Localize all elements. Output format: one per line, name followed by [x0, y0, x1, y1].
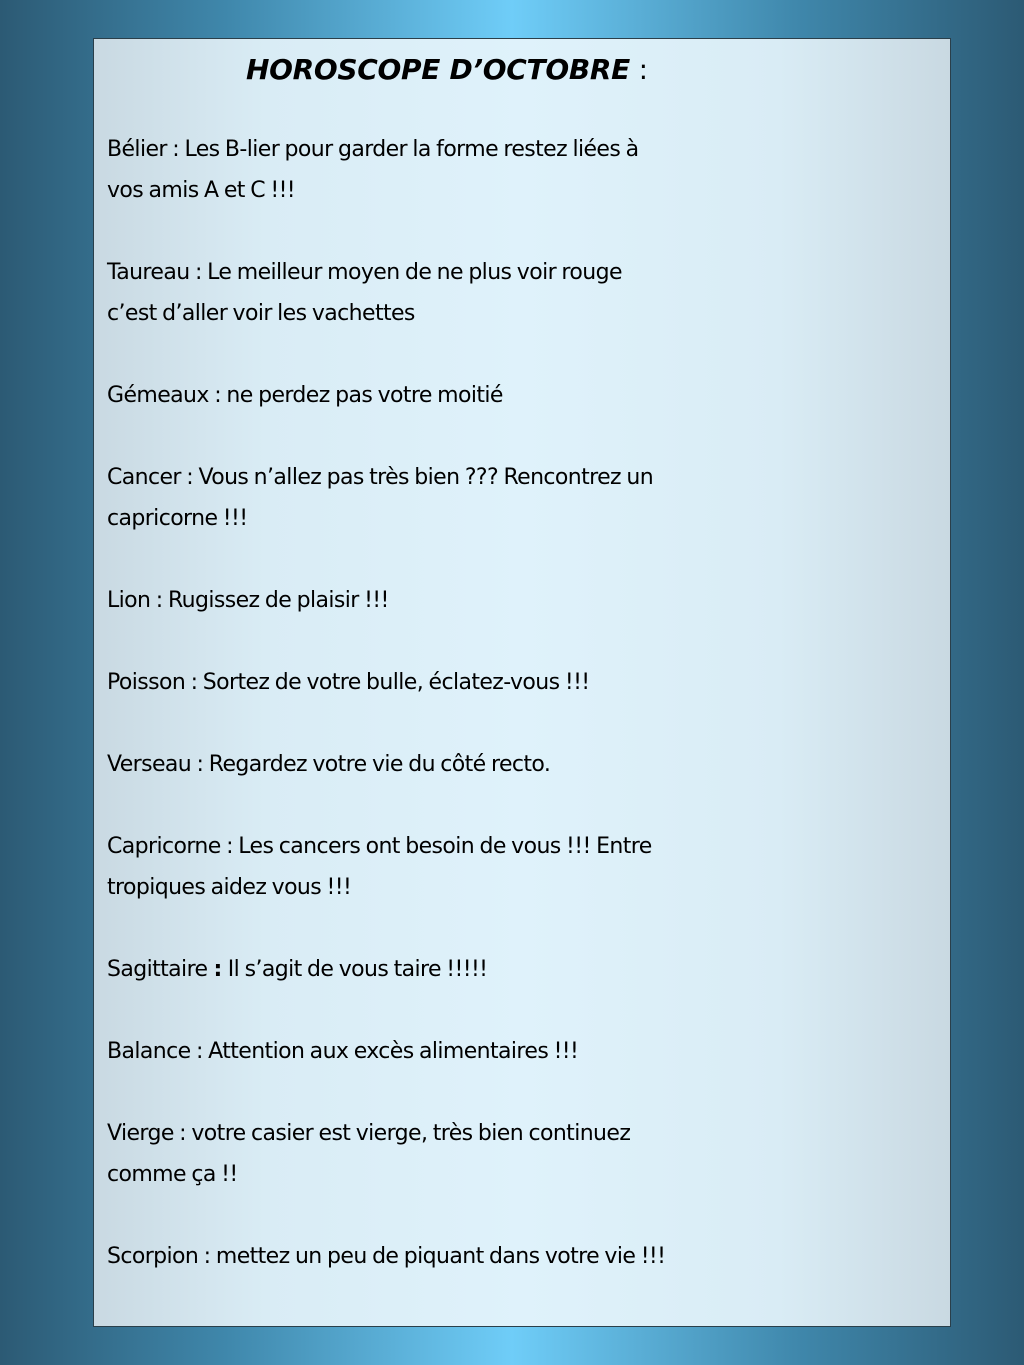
prediction-line-1: Le meilleur moyen de ne plus voir rouge — [207, 260, 622, 285]
prediction-line-1: Les B-lier pour garder la forme restez liées à — [184, 137, 639, 162]
prediction-line-1: ne perdez pas votre moitié — [226, 383, 503, 408]
prediction-line-1: Regardez votre vie du côté recto. — [208, 752, 551, 777]
horoscope-entry-balance — [107, 1031, 947, 1072]
separator: : — [166, 137, 185, 162]
separator: : — [220, 834, 239, 859]
horoscope-entry-lion — [107, 580, 947, 621]
sign-name: Verseau — [107, 752, 192, 777]
title-colon: : — [629, 53, 648, 86]
separator: : — [150, 588, 168, 613]
horoscope-entry-scorpion — [107, 1236, 947, 1277]
horoscope-entry-gemeaux — [107, 375, 947, 416]
separator: : — [207, 957, 228, 982]
prediction-line-2: capricorne !!! — [107, 506, 248, 531]
sign-name: Scorpion — [107, 1244, 199, 1269]
sign-name: Gémeaux — [107, 383, 209, 408]
prediction-line-1: mettez un peu de piquant dans votre vie !!! — [215, 1244, 666, 1269]
horoscope-entry-sagittaire — [107, 949, 947, 990]
separator: : — [185, 670, 203, 695]
prediction-line-1: Vous n’allez pas très bien ??? Rencontrez un — [198, 465, 654, 490]
separator: : — [191, 752, 209, 777]
page-title: HOROSCOPE D’OCTOBRE — [246, 53, 630, 86]
horoscope-page — [93, 38, 951, 1327]
prediction-line-2: c’est d’aller voir les vachettes — [107, 301, 415, 326]
sign-name: Taureau — [107, 260, 190, 285]
horoscope-entry-taureau — [107, 252, 947, 334]
horoscope-entry-capricorne — [107, 826, 947, 908]
prediction-line-2: comme ça !! — [107, 1162, 238, 1187]
prediction-line-2: vos amis A et C !!! — [107, 178, 296, 203]
title-line — [246, 53, 648, 86]
sign-name: Sagittaire — [107, 957, 208, 982]
separator: : — [189, 260, 208, 285]
prediction-line-1: Sortez de votre bulle, éclatez-vous !!! — [202, 670, 590, 695]
separator: : — [198, 1244, 216, 1269]
horoscope-entry-poisson — [107, 662, 947, 703]
separator: : — [190, 1039, 209, 1064]
sign-name: Vierge — [107, 1121, 174, 1146]
sign-name: Capricorne — [107, 834, 221, 859]
prediction-line-1: Rugissez de plaisir !!! — [167, 588, 389, 613]
separator: : — [180, 465, 199, 490]
horoscope-entry-verseau — [107, 744, 947, 785]
prediction-line-1: votre casier est vierge, très bien continuez — [191, 1121, 631, 1146]
horoscope-list — [107, 129, 947, 1318]
prediction-line-1: Attention aux excès alimentaires !!! — [208, 1039, 579, 1064]
sign-name: Cancer — [107, 465, 181, 490]
separator: : — [208, 383, 227, 408]
prediction-line-1: Il s’agit de vous taire !!!!! — [227, 957, 488, 982]
horoscope-entry-belier — [107, 129, 947, 211]
sign-name: Lion — [107, 588, 151, 613]
sign-name: Balance — [107, 1039, 191, 1064]
sign-name: Bélier — [107, 137, 167, 162]
separator: : — [173, 1121, 192, 1146]
horoscope-entry-vierge — [107, 1113, 947, 1195]
sign-name: Poisson — [107, 670, 186, 695]
prediction-line-1: Les cancers ont besoin de vous !!! Entre — [238, 834, 652, 859]
horoscope-entry-cancer — [107, 457, 947, 539]
prediction-line-2: tropiques aidez vous !!! — [107, 875, 352, 900]
